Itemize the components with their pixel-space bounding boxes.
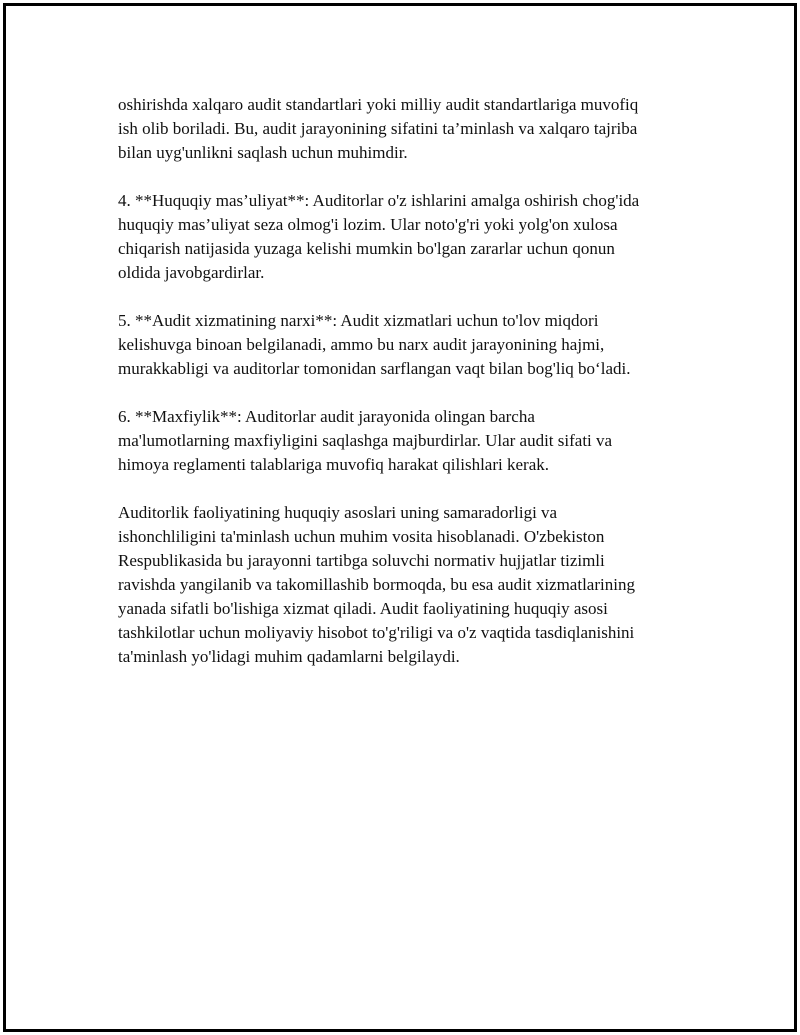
paragraph-intro-continuation [118,93,708,165]
text-line: kelishuvga binoan belgilanadi, ammo bu narx audit jarayonining hajmi, [118,335,605,354]
text-line: ish olib boriladi. Bu, audit jarayonining sifatini ta’minlash va xalqaro tajriba [118,119,638,138]
paragraph-confidentiality [118,405,708,477]
text-line: oldida javobgardirlar. [118,263,265,282]
text-line: ishonchliligini ta'minlash uchun muhim vosita hisoblanadi. O'zbekiston [118,527,605,546]
text-line: yanada sifatli bo'lishiga xizmat qiladi. Audit faoliyatining huquqiy asosi [118,599,608,618]
paragraph-legal-responsibility [118,189,708,285]
text-line: tashkilotlar uchun moliyaviy hisobot to'g'riligi va o'z vaqtida tasdiqlanishini [118,623,635,642]
text-line: huquqiy mas’uliyat seza olmog'i lozim. Ular noto'g'ri yoki yolg'on xulosa [118,215,618,234]
text-line: chiqarish natijasida yuzaga kelishi mumkin bo'lgan zararlar uchun qonun [118,239,615,258]
text-line: Auditorlik faoliyatining huquqiy asoslari uning samaradorligi va [118,503,558,522]
paragraph-audit-service-price [118,309,708,381]
text-line: oshirishda xalqaro audit standartlari yoki milliy audit standartlariga muvofiq [118,95,639,114]
text-line: bilan uyg'unlikni saqlash uchun muhimdir. [118,143,408,162]
text-line: ma'lumotlarning maxfiyligini saqlashga majburdirlar. Ular audit sifati va [118,431,613,450]
text-line: 4. **Huquqiy mas’uliyat**: Auditorlar o'z ishlarini amalga oshirish chog'ida [118,191,640,210]
text-line: Respublikasida bu jarayonni tartibga soluvchi normativ hujjatlar tizimli [118,551,605,570]
text-line: ta'minlash yo'lidagi muhim qadamlarni belgilaydi. [118,647,460,666]
text-line: 6. **Maxfiylik**: Auditorlar audit jarayonida olingan barcha [118,407,535,426]
paragraph-conclusion [118,501,708,669]
document-body [118,93,708,693]
text-line: ravishda yangilanib va takomillashib bormoqda, bu esa audit xizmatlarining [118,575,635,594]
text-line: murakkabligi va auditorlar tomonidan sarflangan vaqt bilan bog'liq bo‘ladi. [118,359,631,378]
text-line: himoya reglamenti talablariga muvofiq harakat qilishlari kerak. [118,455,549,474]
text-line: 5. **Audit xizmatining narxi**: Audit xizmatlari uchun to'lov miqdori [118,311,599,330]
